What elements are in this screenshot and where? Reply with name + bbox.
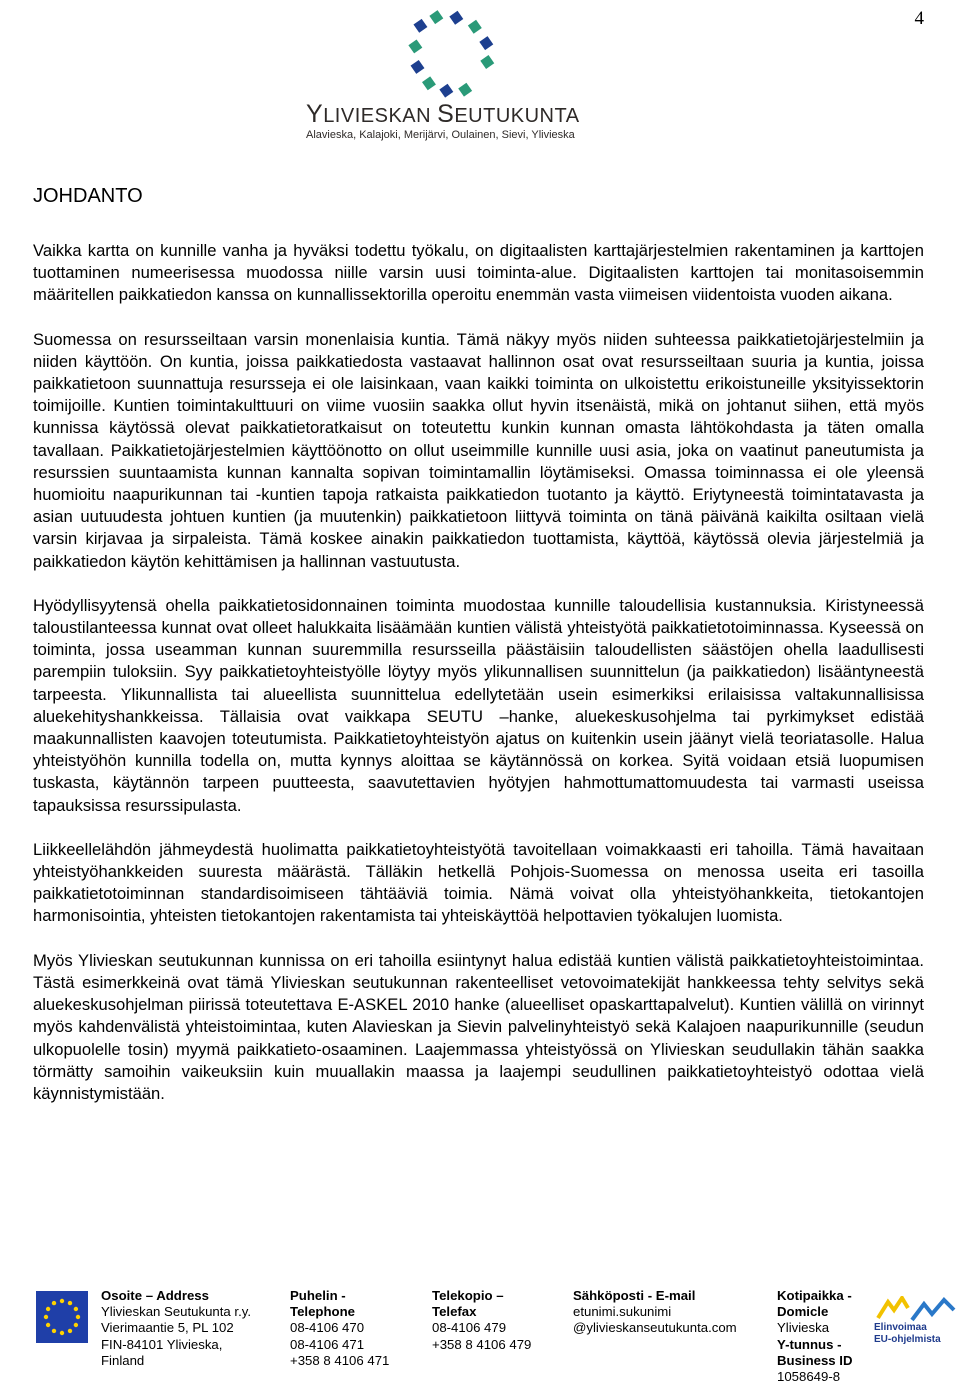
domicile-heading: Kotipaikka - — [777, 1288, 852, 1303]
eu-flag-icon — [36, 1291, 88, 1343]
address-line: FIN-84101 Ylivieska, — [101, 1336, 223, 1352]
footer-fax — [432, 1288, 531, 1353]
eu-programs-caption: Elinvoimaa EU-ohjelmista — [874, 1322, 941, 1345]
eu-programs-icon — [874, 1296, 958, 1324]
business-id-heading: Y-tunnus - — [777, 1336, 842, 1352]
domicile-heading: Domicle — [777, 1304, 829, 1320]
footer — [0, 1288, 960, 1388]
phone-number: 08-4106 471 — [290, 1336, 365, 1352]
email-heading: Sähköposti - E-mail — [573, 1288, 696, 1303]
organization-logo — [300, 4, 630, 142]
logo-municipalities: Alavieska, Kalajoki, Merijärvi, Oulainen, Sievi, Ylivieska — [306, 129, 575, 141]
phone-number: 08-4106 470 — [290, 1320, 365, 1336]
body-text — [33, 240, 924, 1127]
address-line: Ylivieskan Seutukunta r.y. — [101, 1304, 252, 1320]
logo-dots-icon — [396, 4, 506, 99]
fax-number: 08-4106 479 — [432, 1320, 507, 1336]
logo-name: YLIVIESKAN SEUTUKUNTA — [306, 100, 580, 128]
address-line: Finland — [101, 1352, 145, 1368]
phone-number: +358 8 4106 471 — [290, 1352, 390, 1368]
footer-domicile — [777, 1288, 853, 1385]
business-id-heading: Business ID — [777, 1352, 853, 1368]
paragraph: Myös Ylivieskan seutukunnan kunnissa on eri tahoilla esiintynyt halua edistää kuntien välistä paikkatietoyhteistoimintaa. Tästä esimerkkeinä ovat tämä Ylivieskan seutukunnan rakenteelliset vetovoimatekijät hankkeessa tehty selvitys sekä aluekeskusohjelman piirissä toteutettava E-ASKEL 2010 hanke (alueelliset opaskarttapalvelut). Kuntien välillä on virinnyt myös kahdenvälistä yhteistoimintaa, kuten Alavieskan ja Sievin palvelinyhteistyö sekä Kalajoen naapurikunnille (seudun ulkopuolelle tosin) myymä paikkatieto-osaaminen. Laajemmassa yhteistyössä on Ylivieskan seudullakin tähän saakka törmätty samoihin vaikeuksiin kuin muuallakin maassa ja laajempi seudullinen paikkatietoyhteistyö odottaa vielä käynnistymistään. — [33, 950, 924, 1103]
page-number: 4 — [914, 8, 924, 29]
paragraph: Liikkeellelähdön jähmeydestä huolimatta paikkatietoyhteistyötä tavoitellaan voimakkaasti eri tahoilla. Tämä havaitaan yhteistyöhankkeiden suuresta määrästä. Tälläkin hetkellä Pohjois-Suomessa on menossa useita eri tasoilla paikkatietotoiminnan standardisoimiseen tähtääviä toimia. Nämä voivat olla yhteistyöhankkeita, tietokantojen harmonisointia, yhteisten tietokantojen rakentamista tai yhteiskäyttöä helpottavien työkalujen luomista. — [33, 839, 924, 926]
footer-phone — [290, 1288, 389, 1369]
fax-heading: Telefax — [432, 1304, 477, 1320]
domicile-value: Ylivieska — [777, 1320, 830, 1336]
paragraph: Hyödyllisyytensä ohella paikkatietosidonnainen toiminta muodostaa kunnille taloudellisia kustannuksia. Kiristyneessä taloustilanteessa kunnat ovat olleet halukkaita lisäämään kuntien välistä yhteistyötä paikkatietotoiminnassa. Kyseessä on toiminta, jossa useamman kunnan suuremmilla resursseilla päästäisiin taloudellisten säästöjen ohella laadullisesti parempiin tuloksiin. Syy paikkatietoyhteistyölle löytyy myös ylikunnallisen suunnittelun (ja paikkatiedon) lisääntyneestä tarpeesta. Ylikunnallista tai alueellista suunnittelua edellytetään usein esimerkiksi erilaisissa valtakunnallisissa aluekehityshankkeissa. Tällaisia ovat vaikkapa SEUTU –hanke, aluekeskusohjelma tai pyrkimykset edistää maakunnallisten kaavojen toteutumista. Paikkatietoyhteistyön ajatus on kuitenkin usein jäänyt vielä teoriatasolle. Halua yhteistyöhön kunnilla todella on, mutta kynnys aloittaa se käytännössä on korkea. Syitä voidaan etsiä luopumisen tuskasta, käytännön tarpeen puutteesta, saavutettavien hyötyjen hahmottumattomuudesta tai varmasti useissa tapauksissa resurssipulasta. — [33, 595, 924, 815]
email-line: @ylivieskanseutukunta.com — [573, 1320, 737, 1336]
footer-email — [573, 1288, 737, 1337]
page-title: JOHDANTO — [33, 185, 143, 207]
paragraph: Vaikka kartta on kunnille vanha ja hyväksi todettu työkalu, on digitaalisten karttajärjestelmien rakentaminen ja karttojen tuottaminen numeerisessa muodossa niille varsin uusi toiminta-alue. Digitaalisten karttojen tai monitasoisemmin määritellen paikkatiedon kanssa on kunnallissektorilla operoitu enemmän vasta viimeisen viidentoista vuoden aikana. — [33, 241, 924, 305]
business-id-value: 1058649-8 — [777, 1369, 841, 1385]
fax-number: +358 8 4106 479 — [432, 1336, 532, 1352]
fax-heading: Telekopio – — [432, 1288, 504, 1303]
paragraph: Suomessa on resursseiltaan varsin monenlaisia kuntia. Tämä näkyy myös niiden suhteessa paikkatietojärjestelmiin ja niiden käyttöön. On kuntia, joissa paikkatiedosta vastaavat hallinnon osat ovat resursseiltaan suuria ja kuntia, joissa paikkatietoon suunnattuja resursseja ei ole laisinkaan, vaan kaikki toiminta on ulkoistettu erikoistuneille yksityissektorin toimijoille. Kuntien toimintakulttuuri on viime vuosiin saakka ollut hyvin itsenäistä, mikä on johtanut siihen, että myös kunnissa käytössä olevat paikkatietoratkaisut on toteutettu kunkin kunnan omasta lähtökohdasta ja täten omalla tavallaan. Paikkatietojärjestelmien käyttöönotto on ollut useimmille kunnille uusi asia, joka on vaatinut paneutumista ja resurssien suuntaamista kunnan kannalta sopivan toimintamallin löytämiseksi. Omassa toiminnassa ei ole yleensä huomioitu naapurikunnan tai -kuntien tapoja ratkaista paikkatiedon tuotanto ja käyttö. Eriytyneestä toimintatavasta ja asian uutuudesta johtuen kuntien (ja muutenkin) paikkatietoon liittyvä toiminta on tänä päivänä kaikilta osiltaan vielä varsin kirjavaa ja sirpaleista. Tämä koskee ainakin paikkatiedon tuottamista, käyttöä, käytössä olevia järjestelmiä ja paikkatiedon käytön kehittämisen ja hallinnan vastuutusta. — [33, 329, 924, 571]
phone-heading: Telephone — [290, 1304, 355, 1320]
email-line: etunimi.sukunimi — [573, 1304, 672, 1320]
footer-address — [101, 1288, 251, 1369]
address-line: Vierimaantie 5, PL 102 — [101, 1320, 234, 1336]
phone-heading: Puhelin - — [290, 1288, 346, 1303]
address-heading: Osoite – Address — [101, 1288, 209, 1303]
eu-programs-logo — [874, 1296, 958, 1356]
